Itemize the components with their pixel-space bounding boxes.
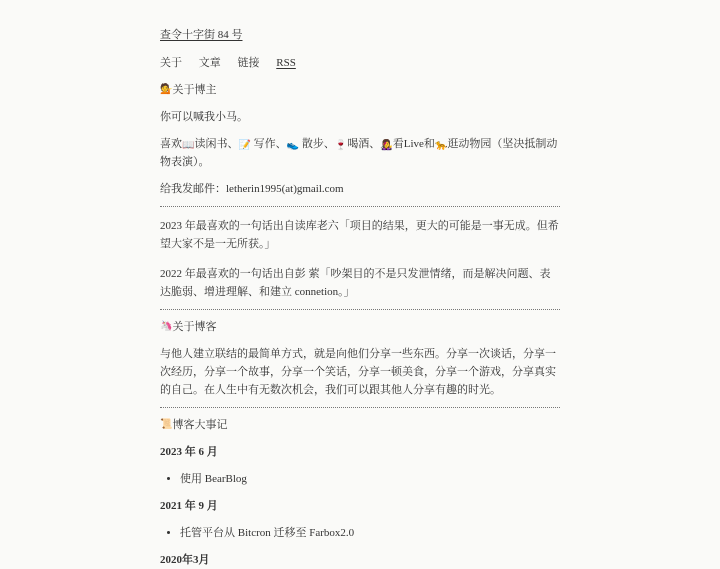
like-reading: 读闲书、 — [194, 138, 239, 150]
divider — [160, 206, 560, 207]
email-label: 给我发邮件： — [160, 183, 226, 195]
nav-posts-link[interactable]: 文章 — [198, 57, 221, 69]
divider — [160, 309, 560, 310]
memo-icon: 📝 — [238, 140, 251, 151]
about-blog-heading-text: 关于博客 — [172, 321, 217, 333]
timeline-heading-text: 博客大事记 — [172, 419, 228, 431]
page — [160, 0, 560, 569]
timeline-heading — [160, 416, 560, 434]
book-icon: 📖 — [182, 140, 195, 151]
email-line — [160, 180, 560, 198]
timeline-date-2021-09: 2021 年 9 月 — [160, 500, 218, 512]
leopard-icon: 🐆 — [434, 140, 448, 151]
intro-text: 你可以喊我小马。 — [160, 111, 248, 123]
quote-2023: 2023 年最喜欢的一句话出自读库老六「项目的结果，更大的可能是一事无成。但希望大家不是一无所获。」 — [160, 220, 559, 250]
timeline-list-2023-06 — [160, 470, 560, 488]
shoe-icon: 👟 — [286, 140, 300, 151]
nav-rss-link[interactable]: RSS — [276, 57, 296, 69]
like-zoo: 逛动物园（坚决抵制动物表演）。 — [160, 138, 558, 168]
about-owner-heading-text: 关于博主 — [172, 84, 217, 96]
wine-icon: 🍷 — [334, 140, 348, 151]
nav-about-link[interactable]: 关于 — [160, 57, 182, 69]
main-nav — [160, 54, 560, 72]
divider — [160, 407, 560, 408]
likes-text — [160, 135, 560, 171]
timeline-list-2021-09 — [160, 524, 560, 542]
list-item: • 使用 BearBlog — [180, 470, 560, 488]
like-writing: 写作、 — [250, 138, 287, 150]
unicorn-icon: 🦄 — [160, 321, 173, 332]
quote-2022: 2022 年最喜欢的一句话出自彭 萦「吵架目的不是只发泄情绪，而是解决问题、表达脆弱、增进理解、和建立 connetion。」 — [160, 268, 551, 298]
email-address[interactable]: letherin1995(at)gmail.com — [226, 183, 344, 195]
singer-icon: 👩‍🎤 — [380, 140, 393, 151]
person-icon: 💁 — [160, 84, 173, 95]
likes-prefix: 喜欢 — [160, 138, 182, 150]
timeline-date-2023-06: 2023 年 6 月 — [160, 446, 218, 458]
scroll-icon: 📜 — [160, 419, 173, 430]
like-drinking: 喝酒、 — [347, 138, 381, 150]
site-title-link[interactable]: 查令十字街 84 号 — [160, 29, 243, 41]
list-item: • 托管平台从 Bitcron 迁移至 Farbox2.0 — [180, 524, 560, 542]
like-live: 看Live和 — [392, 138, 435, 150]
about-blog-heading — [160, 318, 560, 336]
timeline-date-2020-03: 2020年3月 — [160, 554, 210, 566]
nav-links-link[interactable]: 链接 — [237, 57, 260, 69]
about-blog-text: 与他人建立联结的最简单方式，就是向他们分享一些东西。分享一次谈话，分享一次经历，分享一个故事，分享一个笑话，分享一顿美食，分享一个游戏，分享真实的自己。在人生中有无数次机会，我们可以跟其他人分享有趣的时光。 — [160, 348, 556, 396]
like-walking: 散步、 — [299, 138, 335, 150]
about-owner-heading — [160, 81, 560, 99]
